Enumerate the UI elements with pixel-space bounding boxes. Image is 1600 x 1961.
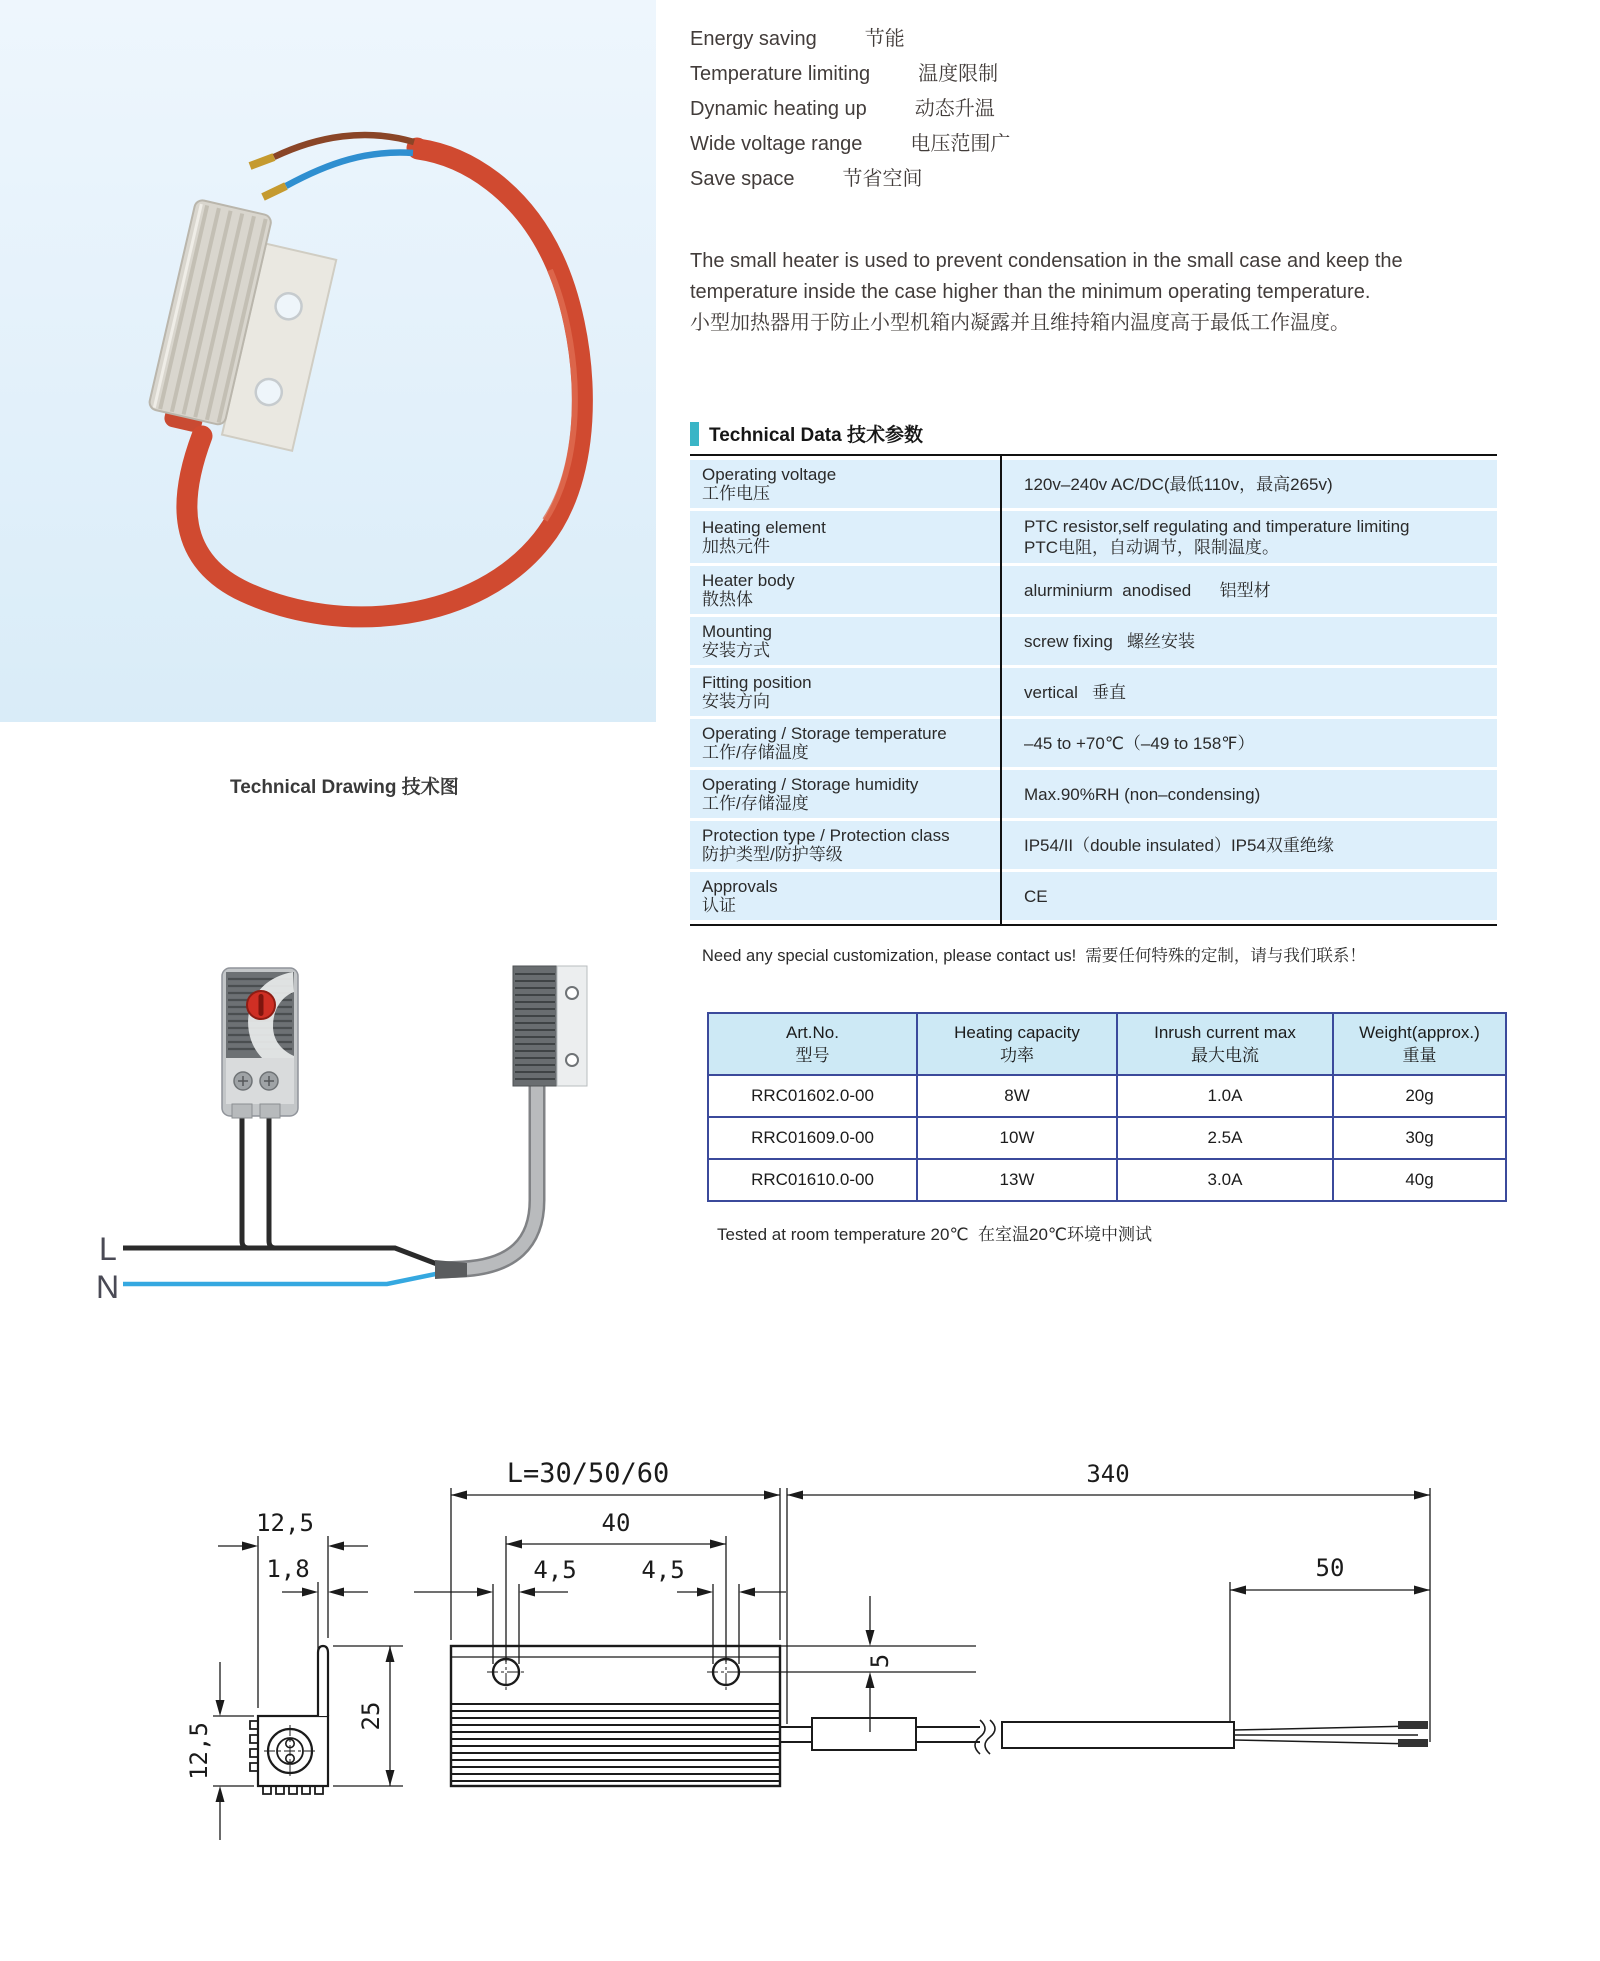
product-photo-panel	[0, 0, 656, 722]
row-label-zh: 散热体	[702, 590, 753, 609]
dim-hole-offset-label: 5	[866, 1653, 894, 1669]
table-row	[690, 770, 1497, 818]
description-line: The small heater is used to prevent condensation in the small case and keep the	[690, 250, 1403, 272]
row-value: vertical 垂直	[1024, 682, 1127, 702]
cell-inrush: 3.0A	[1117, 1159, 1333, 1201]
dim-hole-spacing-label: 40	[601, 1509, 631, 1537]
row-label-en: Fitting position	[702, 673, 812, 692]
table-row	[690, 566, 1497, 614]
grey-cable	[441, 1084, 537, 1270]
wiring-diagram	[85, 948, 650, 1323]
feature-zh: 电压范围广	[910, 133, 1011, 155]
technical-data-section	[690, 420, 1497, 966]
cable-drawing	[780, 1718, 1418, 1754]
col-header-artno: Art.No. 型号	[708, 1013, 917, 1075]
dim-hole-dia-label: 4,5	[533, 1556, 577, 1584]
table-row	[708, 1159, 1506, 1201]
row-label-zh: 安装方式	[702, 641, 770, 660]
row-label-en: Mounting	[702, 622, 772, 641]
row-value: CE	[1024, 886, 1048, 906]
cable-junction	[435, 1260, 467, 1279]
cell-artno: RRC01602.0-00	[708, 1075, 917, 1117]
feature-en: Temperature limiting	[690, 63, 871, 85]
row-label-en: Operating voltage	[702, 465, 837, 484]
row-label-zh: 工作电压	[702, 484, 770, 503]
dim-cable-length-label: 340	[1086, 1460, 1130, 1488]
neutral-wire	[123, 1271, 450, 1284]
dimension-lines	[213, 1488, 1430, 1840]
feature-zh: 温度限制	[918, 63, 999, 85]
dim-hole-dia-label: 4,5	[641, 1556, 685, 1584]
row-label-zh: 工作/存储温度	[702, 743, 809, 762]
row-value: alurminiurm anodised 铝型材	[1024, 580, 1271, 600]
thermostat-wires	[242, 1113, 276, 1248]
cell-capacity: 13W	[917, 1159, 1117, 1201]
feature-item	[690, 28, 1010, 50]
feature-zh: 动态升温	[914, 98, 995, 120]
customization-note: Need any special customization, please contact us! 需要任何特殊的定制，请与我们联系！	[702, 947, 1366, 965]
feature-en: Wide voltage range	[690, 133, 863, 155]
feature-item	[690, 133, 1010, 155]
row-value: screw fixing 螺丝安装	[1024, 631, 1195, 651]
table-row	[708, 1117, 1506, 1159]
description-line: 小型加热器用于防止小型机箱内凝露并且维持箱内温度高于最低工作温度。	[690, 312, 1350, 334]
dim-flange-label: 1,8	[266, 1555, 310, 1583]
cell-artno: RRC01609.0-00	[708, 1117, 917, 1159]
dimension-drawing	[118, 1424, 1483, 1849]
table-row	[690, 460, 1497, 508]
dim-fin-height-label: 12,5	[185, 1722, 213, 1780]
table-row	[690, 617, 1497, 665]
section-title: Technical Data 技术参数	[709, 425, 923, 446]
photo-caption: Technical Drawing 技术图	[230, 777, 459, 798]
test-condition-note: Tested at room temperature 20℃ 在室温20℃环境中测试	[717, 1225, 1152, 1244]
row-label-en: Heating element	[702, 518, 826, 537]
thermostat	[222, 968, 298, 1118]
row-label-en: Operating / Storage humidity	[702, 775, 919, 794]
col-header-capacity: Heating capacity 功率	[917, 1013, 1117, 1075]
mounting-hole	[566, 1054, 578, 1066]
cell-capacity: 8W	[917, 1075, 1117, 1117]
table-row	[690, 719, 1497, 767]
column-divider	[1000, 456, 1002, 924]
row-label-en: Operating / Storage temperature	[702, 724, 947, 743]
row-label-en: Heater body	[702, 571, 795, 590]
cell-weight: 40g	[1333, 1159, 1506, 1201]
live-wire	[123, 1248, 450, 1269]
table-row	[690, 668, 1497, 716]
row-label-zh: 认证	[702, 896, 736, 915]
dim-strip-length-label: 50	[1315, 1554, 1345, 1582]
description-line: temperature inside the case higher than the minimum operating temperature.	[690, 281, 1371, 303]
row-label-zh: 工作/存储湿度	[702, 794, 809, 813]
neutral-label: N	[96, 1269, 120, 1305]
cell-inrush: 1.0A	[1117, 1075, 1333, 1117]
row-label-zh: 防护类型/防护等级	[702, 845, 843, 864]
heater-element	[513, 966, 587, 1086]
row-value: Max.90%RH (non–condensing)	[1024, 784, 1261, 804]
wire-tips	[1398, 1721, 1428, 1747]
row-value-2: PTC电阻，自动调节，限制温度。	[1024, 538, 1279, 557]
products-table	[707, 1012, 1507, 1202]
side-view-profile	[250, 1646, 328, 1794]
table-row	[690, 821, 1497, 869]
feature-en: Energy saving	[690, 28, 817, 50]
feature-item	[690, 168, 1010, 190]
col-header-weight: Weight(approx.) 重量	[1333, 1013, 1506, 1075]
cell-weight: 30g	[1333, 1117, 1506, 1159]
row-label-en: Protection type / Protection class	[702, 826, 950, 845]
table-row	[708, 1075, 1506, 1117]
product-photo	[0, 0, 656, 722]
feature-en: Dynamic heating up	[690, 98, 867, 120]
row-value: –45 to +70℃（–49 to 158℉）	[1024, 733, 1255, 753]
feature-en: Save space	[690, 168, 795, 190]
feature-list	[690, 28, 1010, 203]
row-value: 120v–240v AC/DC(最低110v，最高265v)	[1024, 474, 1333, 494]
row-value: PTC resistor,self regulating and timperature limiting	[1024, 517, 1410, 536]
cell-weight: 20g	[1333, 1075, 1506, 1117]
feature-zh: 节能	[864, 28, 905, 50]
table-row	[690, 511, 1497, 563]
dim-profile-height-label: 25	[357, 1701, 385, 1731]
table-row	[690, 872, 1497, 920]
feature-item	[690, 98, 1010, 120]
dim-profile-width-label: 12,5	[256, 1509, 314, 1537]
front-view-body	[451, 1646, 780, 1786]
row-label-zh: 加热元件	[702, 537, 770, 556]
cell-capacity: 10W	[917, 1117, 1117, 1159]
row-label-zh: 安装方向	[702, 692, 770, 711]
feature-item	[690, 63, 1010, 85]
feature-zh: 节省空间	[842, 168, 923, 190]
product-description	[690, 246, 1530, 339]
cell-artno: RRC01610.0-00	[708, 1159, 917, 1201]
dim-length-label: L=30/50/60	[506, 1458, 670, 1489]
section-marker	[690, 422, 699, 446]
products-section	[707, 1012, 1507, 1245]
live-label: L	[99, 1231, 117, 1267]
technical-data-header	[690, 420, 1497, 447]
row-value: IP54/II（double insulated）IP54双重绝缘	[1024, 835, 1334, 855]
col-header-inrush: Inrush current max 最大电流	[1117, 1013, 1333, 1075]
technical-data-table	[690, 454, 1497, 926]
row-label-en: Approvals	[702, 877, 778, 896]
header-row	[708, 1013, 1506, 1075]
mounting-hole	[566, 987, 578, 999]
cell-inrush: 2.5A	[1117, 1117, 1333, 1159]
